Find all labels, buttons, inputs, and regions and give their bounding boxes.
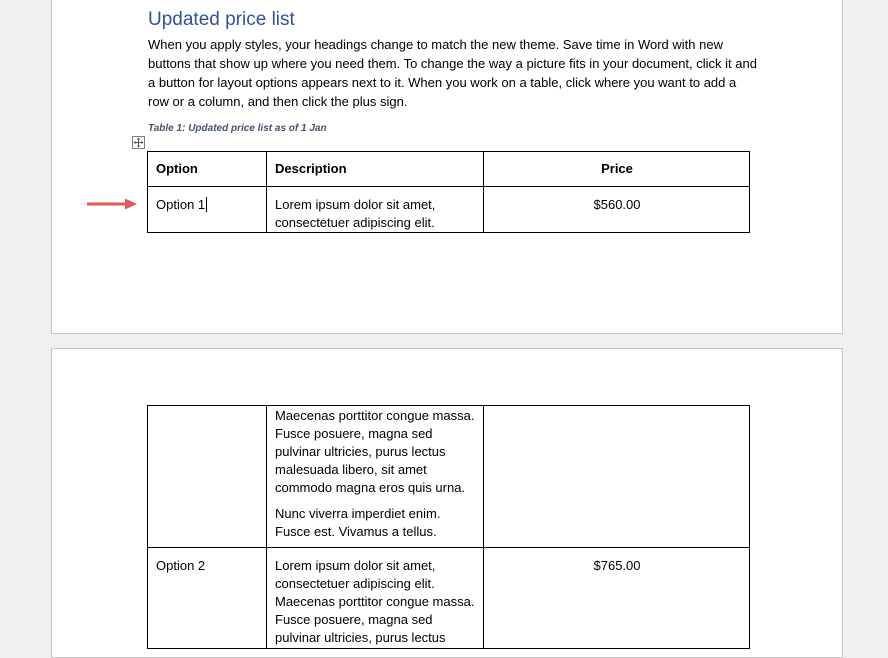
table-cell[interactable] [267,187,484,233]
header-description: Description [275,161,347,176]
body-paragraph[interactable]: When you apply styles, your headings change to match the new theme. Save time in Word with new buttons that show up where you need them. To change the way a picture fits in your document, click it and a button for layout options appears next to it. When you work on a table, click where you want to add a row or a column, and then click the plus sign. [148,37,757,109]
paragraph: Maecenas porttitor congue massa. Fusce posuere, magna sed pulvinar ultricies, purus lectus malesuada libero, sit amet commodo magna eros quis urna. [275,408,475,495]
option-1-label: Option 1 [156,197,206,212]
table-row [148,187,750,233]
price-table-continued[interactable] [147,405,750,649]
table-row [148,406,750,548]
table-caption[interactable]: Table 1: Updated price list as of 1 Jan [148,123,327,134]
table-cell[interactable] [148,406,267,548]
option-1-description: Lorem ipsum dolor sit amet, consectetuer adipiscing elit. [275,197,436,230]
option-1-cell [148,187,266,214]
table-cell[interactable] [267,152,484,187]
option-1-description-continued [267,406,483,541]
option-2-label: Option 2 [156,558,206,573]
document-page-2[interactable] [51,348,843,658]
table-cell[interactable] [267,406,484,548]
table-cell[interactable] [148,152,267,187]
table-cell[interactable] [484,406,750,548]
table-row [148,548,750,649]
option-2-price: $765.00 [593,558,641,573]
document-heading[interactable]: Updated price list [148,9,295,30]
table-cell[interactable] [148,548,267,649]
document-page-1[interactable] [51,0,843,334]
header-price: Price [601,161,633,176]
paragraph: Nunc viverra imperdiet enim. Fusce est. Vivamus a tellus. [275,506,441,539]
annotation-arrow-icon [87,197,139,211]
option-1-price: $560.00 [593,197,641,212]
price-table[interactable] [147,151,750,233]
table-cell[interactable] [148,187,267,233]
header-option: Option [156,161,198,176]
table-move-handle-icon[interactable] [132,136,145,149]
option-2-description: Lorem ipsum dolor sit amet, consectetuer adipiscing elit. Maecenas porttitor congue massa. Fusce posuere, magna sed pulvinar ultricies, purus lectus [275,558,475,645]
table-cell[interactable] [484,548,750,649]
table-cell[interactable] [484,152,750,187]
table-header-row [148,152,750,187]
table-cell[interactable] [484,187,750,233]
table-cell[interactable] [267,548,484,649]
text-cursor [206,197,207,212]
